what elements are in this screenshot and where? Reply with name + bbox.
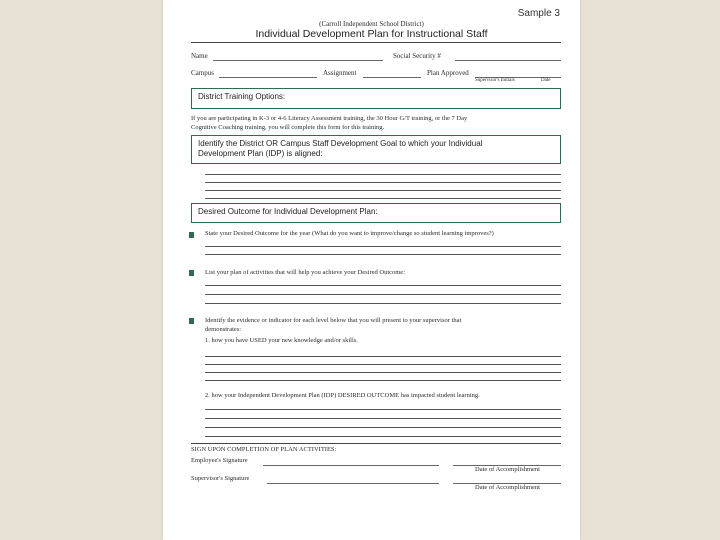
form-title: Individual Development Plan for Instructional Staff	[255, 28, 488, 40]
goal-heading-line2: Development Plan (IDP) is aligned:	[198, 149, 323, 158]
activities-write-line[interactable]	[205, 285, 561, 286]
document-page	[163, 0, 580, 540]
employee-signature-label: Employee's Signature	[191, 457, 248, 464]
goal-write-line[interactable]	[205, 190, 561, 191]
square-bullet-icon	[189, 270, 194, 276]
title-rule	[191, 42, 561, 43]
impact-write-line[interactable]	[205, 436, 561, 437]
assignment-field[interactable]	[363, 77, 421, 78]
desired-outcome-heading: Desired Outcome for Individual Development Plan:	[198, 207, 378, 216]
outcome-item-3-line1: Identify the evidence or indicator for each level below that you will present to your supervisor that	[205, 317, 462, 324]
name-label: Name	[191, 52, 208, 60]
impact-write-line[interactable]	[205, 418, 561, 419]
outcome-write-line[interactable]	[205, 246, 561, 247]
assignment-label: Assignment	[323, 69, 357, 77]
evidence-write-line[interactable]	[205, 380, 561, 381]
outcome-item-3-line2: demonstrates:	[205, 326, 242, 333]
training-text-line2: Cognitive Coaching training, you will complete this form for this training.	[191, 124, 385, 131]
outcome-item-1: State your Desired Outcome for the year (What do you want to improve/change so student learning improves?)	[205, 230, 494, 237]
plan-approved-label: Plan Approved	[427, 69, 469, 77]
evidence-sub-2: 2. how your Independent Development Plan (IDP) DESIRED OUTCOME has impacted student learning.	[205, 392, 480, 399]
evidence-write-line[interactable]	[205, 356, 561, 357]
activities-write-line[interactable]	[205, 294, 561, 295]
ssn-label: Social Security #	[393, 52, 441, 60]
signoff-rule	[191, 443, 561, 444]
date-caption: Date	[541, 78, 551, 83]
campus-label: Campus	[191, 69, 214, 77]
evidence-write-line[interactable]	[205, 372, 561, 373]
name-field[interactable]	[213, 60, 383, 61]
date-of-accomplishment-label: Date of Accomplishment	[475, 466, 540, 473]
supervisor-signature-label: Supervisor's Signature	[191, 475, 250, 482]
district-name: (Carroll Independent School District)	[319, 20, 424, 28]
employee-signature-field[interactable]	[263, 465, 439, 466]
goal-heading-line1: Identify the District OR Campus Staff Development Goal to which your Individual	[198, 139, 483, 148]
training-options-heading: District Training Options:	[198, 92, 286, 101]
evidence-sub-1: 1. how you have USED your new knowledge and/or skills.	[205, 337, 358, 344]
sample-label: Sample 3	[517, 8, 560, 19]
impact-write-line[interactable]	[205, 427, 561, 428]
impact-write-line[interactable]	[205, 409, 561, 410]
evidence-write-line[interactable]	[205, 364, 561, 365]
goal-box	[191, 135, 561, 164]
square-bullet-icon	[189, 232, 194, 238]
square-bullet-icon	[189, 318, 194, 324]
outcome-write-line[interactable]	[205, 254, 561, 255]
goal-write-line[interactable]	[205, 174, 561, 175]
supervisor-initials-caption: Supervisor's Initials	[475, 78, 515, 83]
ssn-field[interactable]	[455, 60, 561, 61]
date-of-accomplishment-label: Date of Accomplishment	[475, 484, 540, 491]
desired-outcome-box	[191, 203, 561, 223]
training-options-box	[191, 88, 561, 109]
goal-write-line[interactable]	[205, 182, 561, 183]
activities-write-line[interactable]	[205, 303, 561, 304]
supervisor-signature-field[interactable]	[267, 483, 439, 484]
outcome-item-2: List your plan of activities that will help you achieve your Desired Outcome:	[205, 269, 406, 276]
campus-field[interactable]	[219, 77, 317, 78]
goal-write-line[interactable]	[205, 198, 561, 199]
signoff-heading: SIGN UPON COMPLETION OF PLAN ACTIVITIES:	[191, 446, 337, 453]
training-text-line1: If you are participating in K-3 or 4-6 Literacy Assessment training, the 30 Hour G/T training, or the 7 Day	[191, 115, 468, 122]
